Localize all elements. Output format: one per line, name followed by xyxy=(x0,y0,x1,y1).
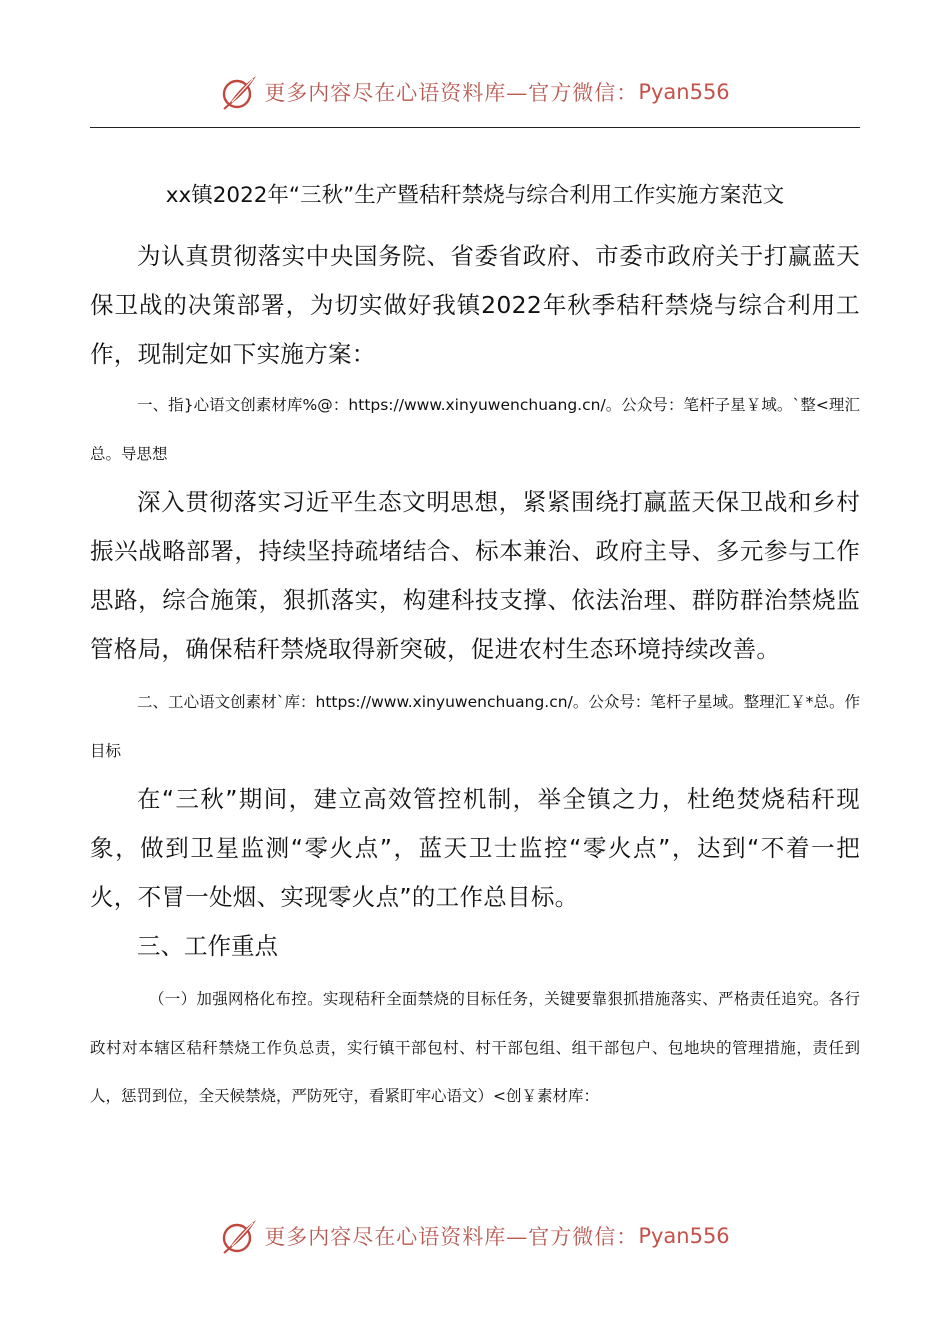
section3-item1: （一）加强网格化布控。实现秸秆全面禁烧的目标任务，关键要靠狠抓措施落实、严格责任追究。各行政村对本辖区秸秆禁烧工作负总责，实行镇干部包村、村干部包组、组干部包户、包地块的管理措施，责任到人，惩罚到位，全天候禁烧，严防死守，看紧盯牢心语文）<创￥素材库： xyxy=(90,990,860,1105)
section1-body: 深入贯彻落实习近平生态文明思想，紧紧围绕打赢蓝天保卫战和乡村振兴战略部署，持续坚持疏堵结合、标本兼治、政府主导、多元参与工作思路，综合施策，狠抓落实，构建科技支撑、依法治理、群防群治禁烧监管格局，确保秸秆禁烧取得新突破，促进农村生态环境持续改善。 xyxy=(90,488,860,663)
header-watermark xyxy=(0,70,950,114)
watermark-text: 更多内容尽在心语资料库—官方微信： xyxy=(264,81,639,105)
watermark-text: 更多内容尽在心语资料库—官方微信： xyxy=(264,1225,639,1249)
header-divider xyxy=(90,127,860,128)
feather-pen-logo-icon xyxy=(220,1216,260,1256)
watermark-wechat-id: Pyan556 xyxy=(638,1224,730,1248)
section3-heading: 三、工作重点 xyxy=(137,932,278,960)
footer-watermark xyxy=(0,1214,950,1258)
feather-pen-logo-icon xyxy=(220,72,260,112)
section1-heading: 一、指}心语文创素材库%@：https://www.xinyuwenchuang.cn/。公众号：笔杆子星￥域。`整<理汇总。导思想 xyxy=(90,396,860,463)
document-title: xx镇2022年“三秋”生产暨秸秆禁烧与综合利用工作实施方案范文 xyxy=(165,183,785,208)
watermark-wechat-id: Pyan556 xyxy=(638,80,730,104)
intro-paragraph: 为认真贯彻落实中央国务院、省委省政府、市委市政府关于打赢蓝天保卫战的决策部署，为切实做好我镇2022年秋季秸秆禁烧与综合利用工作，现制定如下实施方案： xyxy=(90,242,860,368)
section2-body: 在“三秋”期间，建立高效管控机制，举全镇之力，杜绝焚烧秸秆现象，做到卫星监测“零火点”，蓝天卫士监控“零火点”，达到“不着一把火，不冒一处烟、实现零火点”的工作总目标。 xyxy=(90,785,860,911)
section2-heading: 二、工心语文创素材`库：https://www.xinyuwenchuang.cn/。公众号：笔杆子星域。整理汇￥*总。作目标 xyxy=(90,693,860,760)
